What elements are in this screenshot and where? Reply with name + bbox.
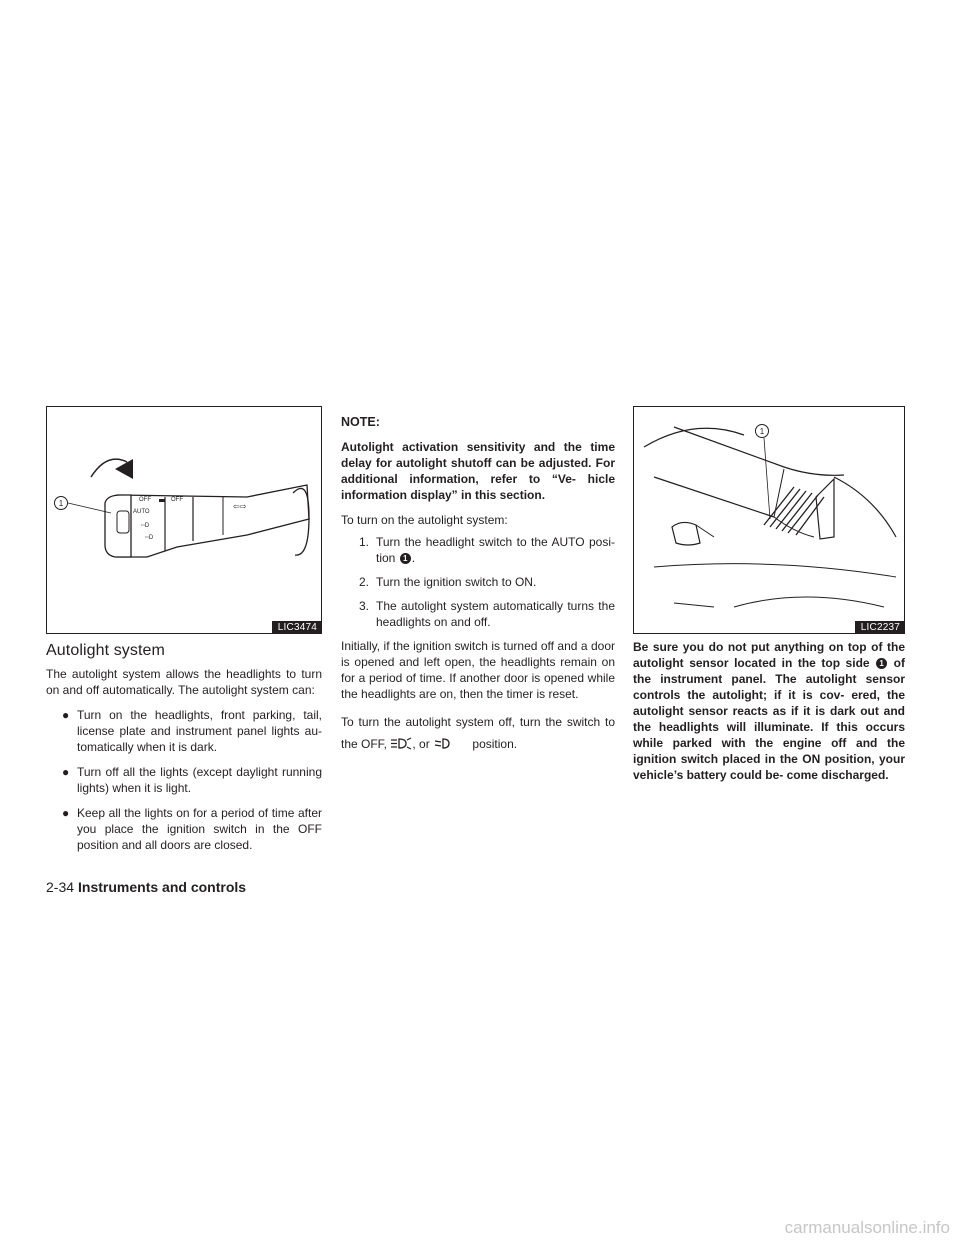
intro-paragraph: The autolight system allows the headlights to turn on and off automatically. The autolight system can: <box>46 667 322 697</box>
autolight-sensor-figure <box>633 406 905 634</box>
svg-text:1: 1 <box>759 427 765 436</box>
svg-text:⇦⇨: ⇦⇨ <box>233 502 247 511</box>
page-number: 2-34 <box>46 879 75 895</box>
right-column <box>633 406 905 792</box>
svg-text:ⵈD: ⵈD <box>141 523 150 529</box>
bullet-icon: ● <box>62 765 70 779</box>
rotate-arrow-icon <box>115 459 133 479</box>
svg-text:ⵈD: ⵈD <box>145 535 154 541</box>
figure-id-tag: LIC3474 <box>272 621 321 633</box>
turn-off-paragraph: To turn the autolight system off, turn the switch to the OFF, , or position. <box>341 715 615 751</box>
list-item: ● Turn off all the lights (except daylight running lights) when it is light. <box>62 765 322 795</box>
svg-text:AUTO: AUTO <box>133 509 150 515</box>
page-footer <box>46 879 246 895</box>
left-column <box>46 406 322 862</box>
section-title: Autolight system <box>46 642 165 659</box>
initially-paragraph: Initially, if the ignition switch is turned off and a door is opened and left open, the headlights remain on for a period of time. If another door is opened while the headlights are on, then the timer is reset. <box>341 639 615 701</box>
list-item: ● Turn on the headlights, front parking, tail, license plate and instrument panel lights au- tomatically when it is dark. <box>62 708 322 754</box>
steps-intro: To turn on the autolight system: <box>341 513 508 527</box>
list-item: 2. Turn the ignition switch to ON. <box>359 575 537 589</box>
headlight-on-icon <box>390 737 412 750</box>
bullet-icon: ● <box>62 806 70 820</box>
list-item: ● Keep all the lights on for a period of time after you place the ignition switch in the OFF position and all doors are closed. <box>62 806 322 852</box>
note-text: Autolight activation sensitivity and the time delay for autolight shutoff can be adjusted. For additional information, refer to “Ve- hicle information display” in this section. <box>341 440 615 502</box>
headlight-switch-figure <box>46 406 322 634</box>
dashboard-sensor-illustration <box>634 407 904 633</box>
middle-column <box>341 414 615 764</box>
callout-1-icon: 1 <box>876 658 887 669</box>
list-item: 1. Turn the headlight switch to the AUTO posi- tion 1 . <box>359 535 615 565</box>
svg-text:OFF: OFF <box>171 497 183 503</box>
headlight-low-icon <box>433 737 451 750</box>
headlight-switch-illustration <box>47 407 321 633</box>
svg-text:OFF: OFF <box>139 497 151 503</box>
note-label: NOTE: <box>341 415 380 429</box>
callout-1-icon: 1 <box>400 553 411 564</box>
bullet-icon: ● <box>62 708 70 722</box>
footer-section-title: Instruments and controls <box>78 879 247 895</box>
svg-text:1: 1 <box>58 499 64 508</box>
figure-id-tag: LIC2237 <box>855 621 904 633</box>
warning-paragraph: Be sure you do not put anything on top of the autolight sensor located in the top side 1 of the instrument panel. The autolight sensor controls the autolight; if it is cov- ered, the autolight sensor reacts as if it is dark out and the headlights will illuminate. If this occurs while parked with the engine off and the ignition switch placed in the ON position, your vehicle’s battery could be- come discharged. <box>633 640 905 782</box>
watermark: carmanualsonline.info <box>784 1218 950 1237</box>
list-item: 3. The autolight system automatically turns the headlights on and off. <box>359 599 615 629</box>
